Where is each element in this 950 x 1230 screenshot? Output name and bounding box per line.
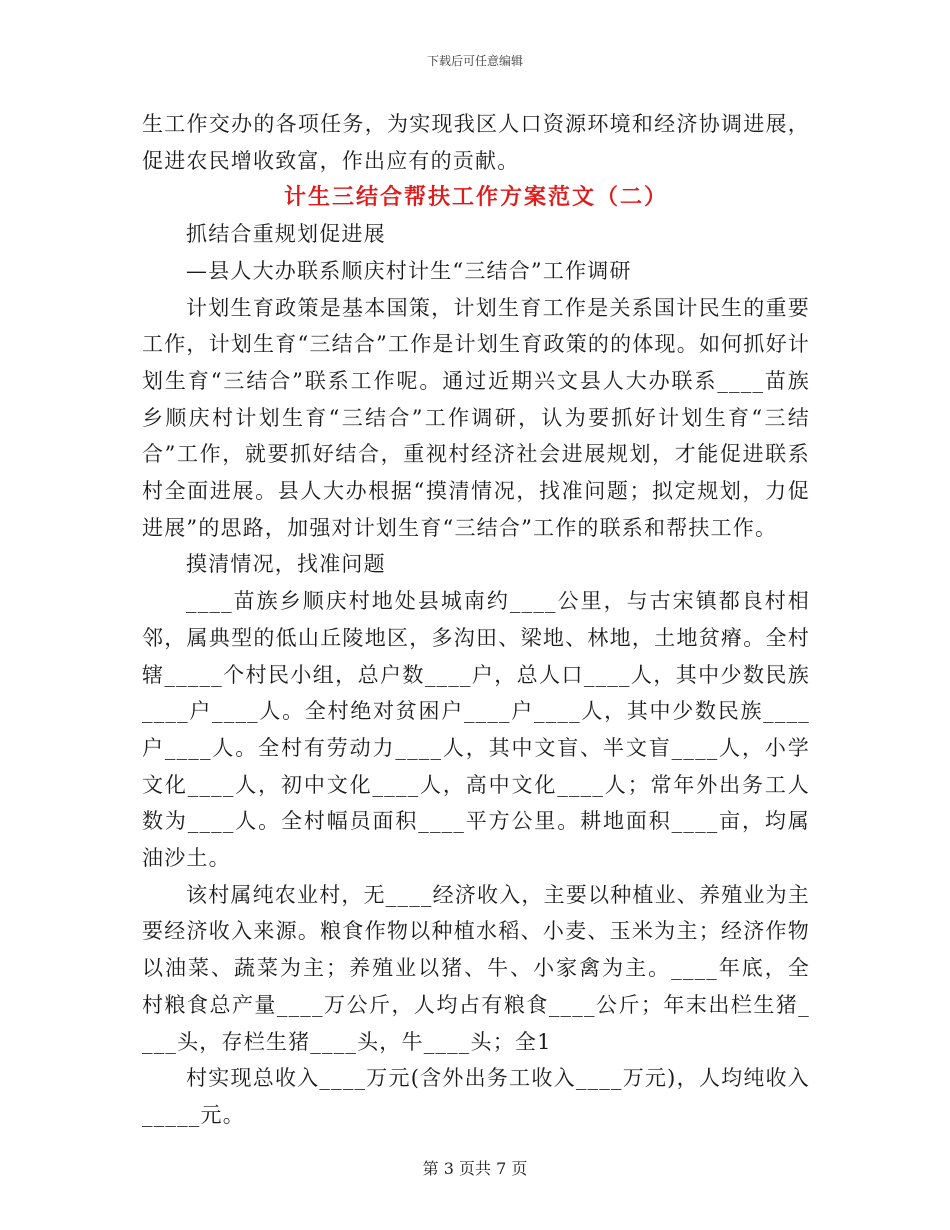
subtitle-byline: —县人大办联系顺庆村计生“三结合”工作调研: [186, 258, 632, 283]
subtitle-heading: 抓结合重规划促进展: [186, 222, 386, 247]
paragraph-village-profile: ____苗族乡顺庆村地处县城南约____公里，与古宋镇都良村相邻，属典型的低山丘陵地区，多沟田、梁地、林地，土地贫瘠。全村辖_____个村民小组，总户数____户，总人口____人，其中少数民族____户____人。全村绝对贫困户____户____人，其中少数民族____户____人。全村有劳动力____人，其中文盲、半文盲____人，小学文化____人，初中文化____人，高中文化____人；常年外出务工人数为____人。全村幅员面积____平方公里。耕地面积____亩，均属油沙土。: [142, 589, 810, 871]
subheading-situation: 摸清情况，找准问题: [186, 552, 386, 577]
document-body: [142, 106, 810, 1134]
paragraph-economy: 该村属纯农业村，无____经济收入，主要以种植业、养殖业为主要经济收入来源。粮食作物以种植水稻、小麦、玉米为主；经济作物以油菜、蔬菜为主；养殖业以猪、牛、小家禽为主。____年底，全村粮食总产量____万公斤，人均占有粮食____公斤；年末出栏生猪____头，存栏生猪____头，牛____头；全1: [142, 882, 810, 1054]
page-footer: 第 3 页共 7 页: [422, 1159, 528, 1178]
paragraph-income: 村实现总收入____万元(含外出务工收入____万元)，人均纯收入_____元。: [142, 1066, 810, 1127]
section-title: 计生三结合帮扶工作方案范文（二）: [283, 184, 668, 211]
paragraph-continuation: 生工作交办的各项任务，为实现我区人口资源环境和经济协调进展，促进农民增收致富，作出应有的贡献。: [142, 112, 810, 173]
page-header: 下载后可任意编辑: [426, 54, 523, 68]
paragraph-intro: 计划生育政策是基本国策，计划生育工作是关系国计民生的重要工作，计划生育“三结合”工作是计划生育政策的的体现。如何抓好计划生育“三结合”联系工作呢。通过近期兴文县人大办联系____苗族乡顺庆村计划生育“三结合”工作调研，认为要抓好计划生育“三结合”工作，就要抓好结合，重视村经济社会进展规划，才能促进联系村全面进展。县人大办根据“摸清情况，找准问题；拟定规划，力促进展”的思路，加强对计划生育“三结合”工作的联系和帮扶工作。: [142, 295, 810, 540]
